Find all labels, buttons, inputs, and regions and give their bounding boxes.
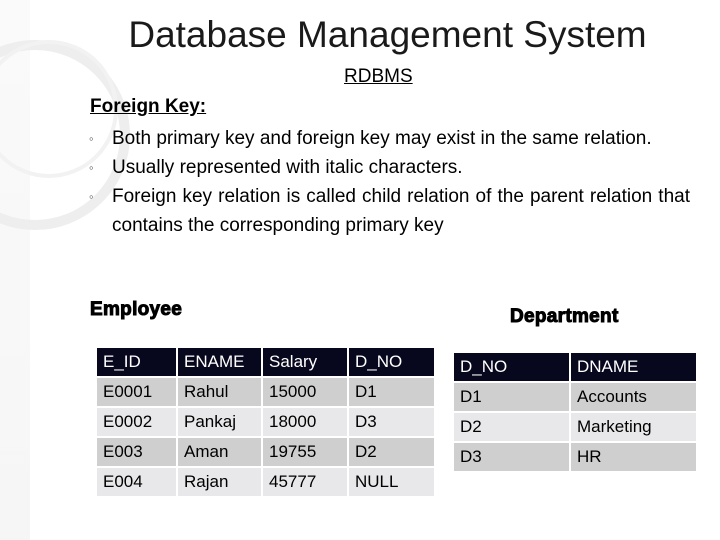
table-row xyxy=(454,383,698,413)
section-heading: Foreign Key: xyxy=(90,96,207,117)
table-cell: Rajan xyxy=(178,468,263,498)
slide-title: Database Management System xyxy=(128,14,647,55)
table-cell: 45777 xyxy=(263,468,349,498)
table-row xyxy=(97,408,436,438)
table-cell: 19755 xyxy=(263,438,349,468)
table-row xyxy=(454,413,698,443)
column-header: ENAME xyxy=(178,348,263,378)
column-header: D_NO xyxy=(349,348,436,378)
table-header-row xyxy=(454,353,698,383)
employee-table xyxy=(97,348,436,498)
table-cell: HR xyxy=(571,443,698,473)
table-cell: D3 xyxy=(349,408,436,438)
table-cell: Pankaj xyxy=(178,408,263,438)
bullet-item: ◦ Both primary key and foreign key may exist in the same relation. xyxy=(90,124,690,153)
table-cell: E0001 xyxy=(97,378,178,408)
table-cell: Rahul xyxy=(178,378,263,408)
table-cell: 15000 xyxy=(263,378,349,408)
table-cell: D2 xyxy=(454,413,571,443)
table-cell: Aman xyxy=(178,438,263,468)
table-cell: D1 xyxy=(349,378,436,408)
column-header: E_ID xyxy=(97,348,178,378)
department-table-label: Department xyxy=(510,306,619,327)
table-cell: D3 xyxy=(454,443,571,473)
department-table xyxy=(454,353,698,473)
bullet-item: ◦ Usually represented with italic characters. xyxy=(90,153,690,182)
table-cell: NULL xyxy=(349,468,436,498)
column-header: DNAME xyxy=(571,353,698,383)
column-header: Salary xyxy=(263,348,349,378)
slide-subtitle: RDBMS xyxy=(344,66,413,87)
table-cell: E003 xyxy=(97,438,178,468)
table-cell: E004 xyxy=(97,468,178,498)
table-row xyxy=(454,443,698,473)
column-header: D_NO xyxy=(454,353,571,383)
table-cell: D2 xyxy=(349,438,436,468)
table-row xyxy=(97,438,436,468)
table-cell: Marketing xyxy=(571,413,698,443)
table-cell: D1 xyxy=(454,383,571,413)
bullet-list xyxy=(90,124,690,240)
table-cell: E0002 xyxy=(97,408,178,438)
table-row xyxy=(97,378,436,408)
employee-table-label: Employee xyxy=(90,299,183,320)
bullet-item: ◦ Foreign key relation is called child relation of the parent relation that contains the corresponding primary key xyxy=(90,182,690,240)
table-row xyxy=(97,468,436,498)
table-cell: Accounts xyxy=(571,383,698,413)
table-cell: 18000 xyxy=(263,408,349,438)
table-header-row xyxy=(97,348,436,378)
